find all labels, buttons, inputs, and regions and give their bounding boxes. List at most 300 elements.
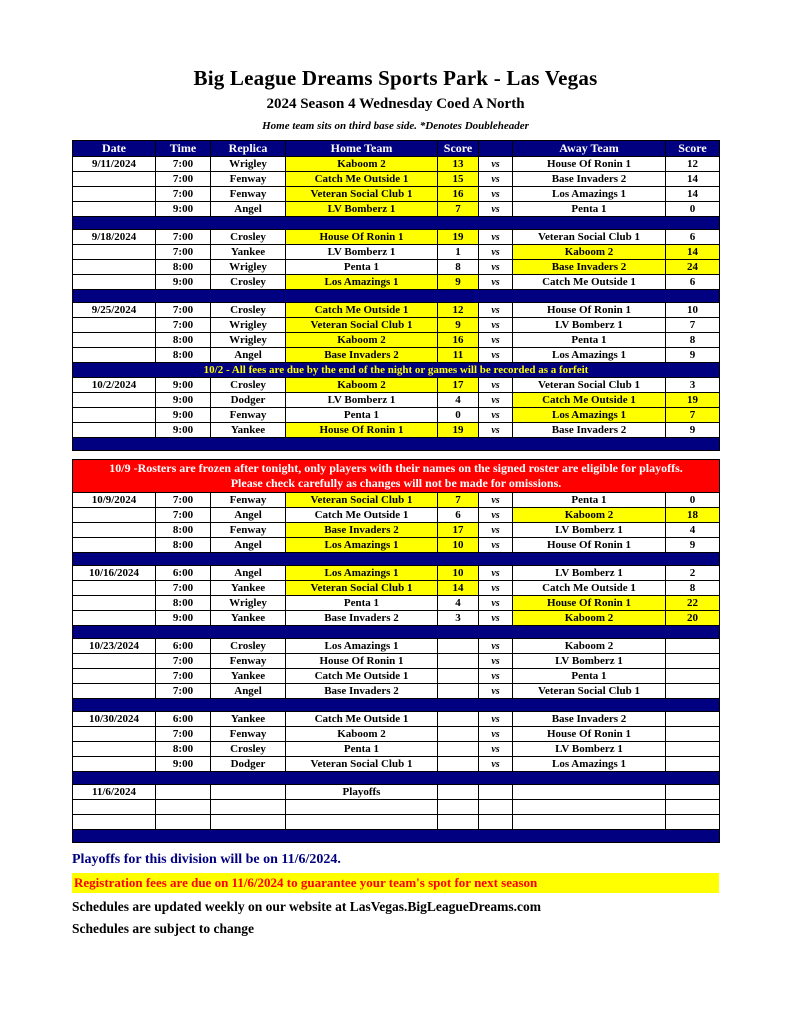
home-score-cell: 16 (438, 333, 479, 348)
away-score-cell: 9 (666, 423, 720, 438)
game-row (73, 318, 720, 333)
table-header-row (73, 141, 720, 157)
date-cell (73, 202, 156, 217)
game-row (73, 348, 720, 363)
separator-row (73, 553, 720, 566)
replica-cell: Wrigley (211, 260, 286, 275)
away-team-cell: Los Amazings 1 (513, 348, 666, 363)
home-score-cell: 14 (438, 581, 479, 596)
schedule-table (72, 140, 720, 843)
away-team-cell (513, 815, 666, 830)
replica-cell: Crosley (211, 275, 286, 290)
date-cell: 10/30/2024 (73, 712, 156, 727)
vs-cell: vs (479, 654, 513, 669)
away-score-cell: 6 (666, 275, 720, 290)
date-cell (73, 187, 156, 202)
replica-cell: Wrigley (211, 318, 286, 333)
replica-cell (211, 815, 286, 830)
home-team-cell: House Of Ronin 1 (286, 423, 438, 438)
home-score-cell: 15 (438, 172, 479, 187)
date-cell: 11/6/2024 (73, 785, 156, 800)
away-score-cell: 24 (666, 260, 720, 275)
away-score-cell: 9 (666, 538, 720, 553)
time-cell (156, 815, 211, 830)
col-header-vs (479, 141, 513, 157)
date-cell (73, 654, 156, 669)
home-team-cell: Veteran Social Club 1 (286, 757, 438, 772)
away-team-cell: Catch Me Outside 1 (513, 393, 666, 408)
replica-cell: Yankee (211, 245, 286, 260)
away-team-cell: Penta 1 (513, 202, 666, 217)
game-row (73, 157, 720, 172)
game-row (73, 581, 720, 596)
away-team-cell: Base Invaders 2 (513, 423, 666, 438)
schedule-table-body (73, 157, 720, 843)
vs-cell: vs (479, 260, 513, 275)
date-cell (73, 260, 156, 275)
game-row (73, 303, 720, 318)
home-team-cell: Veteran Social Club 1 (286, 581, 438, 596)
away-team-cell: Catch Me Outside 1 (513, 581, 666, 596)
replica-cell: Crosley (211, 378, 286, 393)
replica-cell: Crosley (211, 742, 286, 757)
replica-cell (211, 800, 286, 815)
home-score-cell: 10 (438, 538, 479, 553)
vs-cell: vs (479, 348, 513, 363)
home-team-cell: LV Bomberz 1 (286, 245, 438, 260)
away-team-cell: House Of Ronin 1 (513, 303, 666, 318)
game-row (73, 393, 720, 408)
game-row (73, 408, 720, 423)
replica-cell: Fenway (211, 727, 286, 742)
replica-cell: Yankee (211, 423, 286, 438)
away-score-cell (666, 742, 720, 757)
away-team-cell (513, 800, 666, 815)
registration-fee-notice: Registration fees are due on 11/6/2024 to guarantee your team's spot for next season (72, 873, 719, 893)
home-score-cell: 17 (438, 523, 479, 538)
home-team-cell: Kaboom 2 (286, 333, 438, 348)
replica-cell: Wrigley (211, 157, 286, 172)
away-team-cell: LV Bomberz 1 (513, 523, 666, 538)
time-cell (156, 785, 211, 800)
vs-cell: vs (479, 408, 513, 423)
vs-cell (479, 785, 513, 800)
separator-bar (73, 438, 720, 451)
away-score-cell: 7 (666, 318, 720, 333)
home-score-cell (438, 800, 479, 815)
col-header-away-score: Score (666, 141, 720, 157)
subject-to-change-note: Schedules are subject to change (72, 921, 254, 936)
separator-row (73, 830, 720, 843)
home-team-cell: Penta 1 (286, 408, 438, 423)
date-cell (73, 423, 156, 438)
game-row (73, 378, 720, 393)
time-cell: 7:00 (156, 230, 211, 245)
time-cell: 9:00 (156, 757, 211, 772)
time-cell: 7:00 (156, 684, 211, 699)
away-team-cell: House Of Ronin 1 (513, 157, 666, 172)
vs-cell: vs (479, 303, 513, 318)
away-score-cell: 19 (666, 393, 720, 408)
away-score-cell: 14 (666, 245, 720, 260)
replica-cell: Fenway (211, 523, 286, 538)
home-team-cell: Veteran Social Club 1 (286, 187, 438, 202)
vs-cell: vs (479, 230, 513, 245)
replica-cell: Yankee (211, 611, 286, 626)
away-score-cell: 14 (666, 187, 720, 202)
home-score-cell: 9 (438, 275, 479, 290)
home-team-cell: Catch Me Outside 1 (286, 303, 438, 318)
time-cell: 7:00 (156, 669, 211, 684)
roster-freeze-notice-line: 10/9 -Rosters are frozen after tonight, only players with their names on the signed roster are eligible for playoffs. (109, 461, 683, 475)
separator-bar (73, 772, 720, 785)
date-cell: 10/23/2024 (73, 639, 156, 654)
game-row (73, 757, 720, 772)
time-cell: 9:00 (156, 202, 211, 217)
home-team-cell: Veteran Social Club 1 (286, 493, 438, 508)
away-score-cell: 3 (666, 378, 720, 393)
time-cell: 7:00 (156, 727, 211, 742)
game-row (73, 202, 720, 217)
vs-cell: vs (479, 669, 513, 684)
away-team-cell: Penta 1 (513, 669, 666, 684)
away-score-cell (666, 669, 720, 684)
replica-cell: Angel (211, 566, 286, 581)
vs-cell: vs (479, 596, 513, 611)
page-subtitle: 2024 Season 4 Wednesday Coed A North (266, 96, 525, 112)
home-team-cell: Los Amazings 1 (286, 538, 438, 553)
away-score-cell: 7 (666, 408, 720, 423)
game-row (73, 538, 720, 553)
replica-cell: Crosley (211, 230, 286, 245)
away-team-cell: Los Amazings 1 (513, 408, 666, 423)
date-cell (73, 393, 156, 408)
home-score-cell: 12 (438, 303, 479, 318)
time-cell: 8:00 (156, 538, 211, 553)
home-score-cell (438, 785, 479, 800)
vs-cell: vs (479, 566, 513, 581)
separator-row (73, 626, 720, 639)
vs-cell: vs (479, 757, 513, 772)
time-cell: 9:00 (156, 393, 211, 408)
home-team-cell (286, 800, 438, 815)
vs-cell: vs (479, 157, 513, 172)
away-team-cell: LV Bomberz 1 (513, 566, 666, 581)
away-team-cell: Penta 1 (513, 493, 666, 508)
away-team-cell (513, 785, 666, 800)
home-score-cell (438, 815, 479, 830)
separator-bar (73, 553, 720, 566)
game-row (73, 639, 720, 654)
separator-bar (73, 626, 720, 639)
replica-cell: Wrigley (211, 596, 286, 611)
date-cell (73, 348, 156, 363)
replica-cell: Angel (211, 538, 286, 553)
vs-cell: vs (479, 712, 513, 727)
date-cell (73, 596, 156, 611)
game-row (73, 596, 720, 611)
away-score-cell: 14 (666, 172, 720, 187)
seating-note: Home team sits on third base side. *Denotes Doubleheader (262, 120, 529, 132)
date-cell: 9/11/2024 (73, 157, 156, 172)
home-score-cell: 8 (438, 260, 479, 275)
home-score-cell (438, 727, 479, 742)
away-score-cell: 20 (666, 611, 720, 626)
empty-row (73, 815, 720, 830)
home-team-cell: Base Invaders 2 (286, 523, 438, 538)
home-score-cell: 17 (438, 378, 479, 393)
vs-cell: vs (479, 245, 513, 260)
replica-cell: Angel (211, 508, 286, 523)
time-cell: 7:00 (156, 245, 211, 260)
replica-cell: Angel (211, 348, 286, 363)
time-cell: 7:00 (156, 508, 211, 523)
away-score-cell (666, 712, 720, 727)
home-score-cell (438, 684, 479, 699)
date-cell: 10/16/2024 (73, 566, 156, 581)
time-cell: 7:00 (156, 318, 211, 333)
away-score-cell (666, 785, 720, 800)
away-score-cell (666, 684, 720, 699)
separator-row (73, 217, 720, 230)
time-cell: 9:00 (156, 423, 211, 438)
away-team-cell: Kaboom 2 (513, 508, 666, 523)
replica-cell: Yankee (211, 712, 286, 727)
away-team-cell: House Of Ronin 1 (513, 727, 666, 742)
home-score-cell: 1 (438, 245, 479, 260)
away-team-cell: Base Invaders 2 (513, 712, 666, 727)
game-row (73, 712, 720, 727)
home-score-cell: 7 (438, 202, 479, 217)
vs-cell: vs (479, 611, 513, 626)
vs-cell: vs (479, 423, 513, 438)
separator-row (73, 290, 720, 303)
home-team-cell (286, 815, 438, 830)
away-team-cell: House Of Ronin 1 (513, 538, 666, 553)
vs-cell: vs (479, 538, 513, 553)
home-team-cell: Penta 1 (286, 742, 438, 757)
replica-cell: Fenway (211, 408, 286, 423)
away-team-cell: Kaboom 2 (513, 245, 666, 260)
home-team-cell: LV Bomberz 1 (286, 393, 438, 408)
vs-cell: vs (479, 684, 513, 699)
away-score-cell (666, 639, 720, 654)
replica-cell: Yankee (211, 669, 286, 684)
vs-cell (479, 815, 513, 830)
date-cell (73, 815, 156, 830)
away-team-cell: LV Bomberz 1 (513, 742, 666, 757)
roster-freeze-notice (73, 460, 720, 493)
home-score-cell (438, 712, 479, 727)
time-cell: 7:00 (156, 172, 211, 187)
home-team-cell: House Of Ronin 1 (286, 654, 438, 669)
game-row (73, 508, 720, 523)
home-score-cell: 4 (438, 393, 479, 408)
time-cell: 7:00 (156, 654, 211, 669)
separator-bar (73, 290, 720, 303)
time-cell: 8:00 (156, 260, 211, 275)
away-score-cell: 22 (666, 596, 720, 611)
date-cell: 9/25/2024 (73, 303, 156, 318)
vs-cell (479, 800, 513, 815)
time-cell: 8:00 (156, 333, 211, 348)
separator-row (73, 438, 720, 451)
time-cell: 7:00 (156, 157, 211, 172)
home-team-cell: Base Invaders 2 (286, 611, 438, 626)
away-team-cell: Veteran Social Club 1 (513, 230, 666, 245)
game-row (73, 684, 720, 699)
replica-cell: Fenway (211, 654, 286, 669)
away-score-cell: 6 (666, 230, 720, 245)
time-cell: 9:00 (156, 408, 211, 423)
separator-row (73, 772, 720, 785)
home-score-cell: 4 (438, 596, 479, 611)
home-score-cell: 3 (438, 611, 479, 626)
date-cell (73, 727, 156, 742)
date-cell (73, 275, 156, 290)
time-cell: 8:00 (156, 742, 211, 757)
time-cell: 7:00 (156, 187, 211, 202)
away-score-cell: 9 (666, 348, 720, 363)
page-title: Big League Dreams Sports Park - Las Vegas (193, 66, 598, 90)
away-team-cell: Kaboom 2 (513, 611, 666, 626)
game-row (73, 187, 720, 202)
vs-cell: vs (479, 393, 513, 408)
separator-row (73, 699, 720, 712)
time-cell: 9:00 (156, 275, 211, 290)
vs-cell: vs (479, 508, 513, 523)
replica-cell: Wrigley (211, 333, 286, 348)
replica-cell: Crosley (211, 303, 286, 318)
vs-cell: vs (479, 318, 513, 333)
vs-cell: vs (479, 523, 513, 538)
spacer-row (73, 451, 720, 460)
separator-bar (73, 830, 720, 843)
away-score-cell (666, 800, 720, 815)
date-cell (73, 611, 156, 626)
away-score-cell: 12 (666, 157, 720, 172)
game-row (73, 275, 720, 290)
home-score-cell: 10 (438, 566, 479, 581)
replica-cell (211, 785, 286, 800)
home-score-cell (438, 669, 479, 684)
home-team-cell: Penta 1 (286, 260, 438, 275)
game-row (73, 245, 720, 260)
home-team-cell: Los Amazings 1 (286, 566, 438, 581)
vs-cell: vs (479, 378, 513, 393)
home-team-cell: Kaboom 2 (286, 727, 438, 742)
vs-cell: vs (479, 202, 513, 217)
away-score-cell (666, 815, 720, 830)
date-cell: 9/18/2024 (73, 230, 156, 245)
time-cell: 9:00 (156, 378, 211, 393)
game-row (73, 493, 720, 508)
away-score-cell (666, 654, 720, 669)
away-score-cell: 8 (666, 333, 720, 348)
vs-cell: vs (479, 275, 513, 290)
vs-cell: vs (479, 493, 513, 508)
time-cell: 7:00 (156, 493, 211, 508)
date-cell (73, 581, 156, 596)
game-row (73, 727, 720, 742)
vs-cell: vs (479, 742, 513, 757)
away-team-cell: Veteran Social Club 1 (513, 378, 666, 393)
away-team-cell: Los Amazings 1 (513, 757, 666, 772)
replica-cell: Crosley (211, 639, 286, 654)
away-score-cell: 2 (666, 566, 720, 581)
date-cell (73, 245, 156, 260)
away-team-cell: LV Bomberz 1 (513, 318, 666, 333)
date-cell (73, 757, 156, 772)
time-cell: 7:00 (156, 303, 211, 318)
spacer (73, 451, 720, 460)
col-header-date: Date (73, 141, 156, 157)
game-row (73, 669, 720, 684)
home-score-cell (438, 654, 479, 669)
roster-freeze-notice-line: Please check carefully as changes will not be made for omissions. (230, 476, 562, 490)
home-team-cell: House Of Ronin 1 (286, 230, 438, 245)
date-cell (73, 172, 156, 187)
home-team-cell: Los Amazings 1 (286, 275, 438, 290)
date-cell (73, 742, 156, 757)
time-cell: 8:00 (156, 523, 211, 538)
home-score-cell (438, 742, 479, 757)
away-team-cell: Kaboom 2 (513, 639, 666, 654)
date-cell (73, 800, 156, 815)
game-row (73, 742, 720, 757)
home-team-cell: Catch Me Outside 1 (286, 508, 438, 523)
away-score-cell (666, 757, 720, 772)
date-cell (73, 333, 156, 348)
home-team-cell: Playoffs (286, 785, 438, 800)
home-score-cell: 13 (438, 157, 479, 172)
playoffs-note: Playoffs for this division will be on 11/6/2024. (72, 852, 341, 867)
col-header-home-score: Score (438, 141, 479, 157)
away-score-cell: 0 (666, 202, 720, 217)
away-team-cell: Catch Me Outside 1 (513, 275, 666, 290)
away-score-cell: 18 (666, 508, 720, 523)
game-row (73, 333, 720, 348)
time-cell: 6:00 (156, 566, 211, 581)
time-cell: 7:00 (156, 581, 211, 596)
home-team-cell: Veteran Social Club 1 (286, 318, 438, 333)
away-score-cell (666, 727, 720, 742)
game-row (73, 523, 720, 538)
separator-bar (73, 217, 720, 230)
home-team-cell: LV Bomberz 1 (286, 202, 438, 217)
away-team-cell: House Of Ronin 1 (513, 596, 666, 611)
vs-cell: vs (479, 727, 513, 742)
fees-due-banner: 10/2 - All fees are due by the end of the night or games will be recorded as a forfeit (73, 363, 720, 378)
home-score-cell: 19 (438, 423, 479, 438)
game-row (73, 654, 720, 669)
home-team-cell: Base Invaders 2 (286, 348, 438, 363)
date-cell: 10/2/2024 (73, 378, 156, 393)
time-cell: 6:00 (156, 712, 211, 727)
away-team-cell: Penta 1 (513, 333, 666, 348)
col-header-away-team: Away Team (513, 141, 666, 157)
replica-cell: Yankee (211, 581, 286, 596)
vs-cell: vs (479, 639, 513, 654)
home-score-cell: 19 (438, 230, 479, 245)
home-score-cell: 9 (438, 318, 479, 333)
replica-cell: Fenway (211, 493, 286, 508)
footer (72, 852, 719, 937)
home-score-cell: 7 (438, 493, 479, 508)
game-row (73, 611, 720, 626)
replica-cell: Dodger (211, 757, 286, 772)
away-team-cell: Los Amazings 1 (513, 187, 666, 202)
